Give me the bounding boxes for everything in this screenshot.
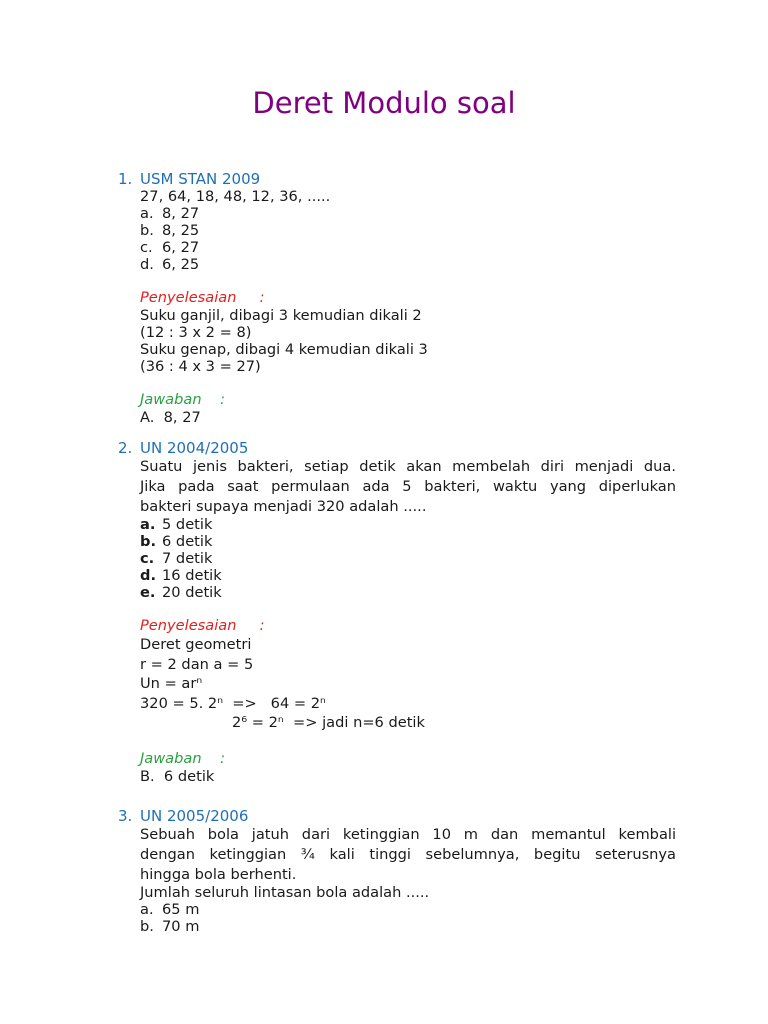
question-2 [118, 440, 676, 785]
question-stem-line: Jumlah seluruh lintasan bola adalah ..... [140, 884, 430, 901]
solution-line: 2⁶ = 2ⁿ => jadi n=6 detik [232, 714, 425, 731]
question-stem-line: dengan ketinggian ¾ kali tinggi sebelumnya, begitu seterusnya [140, 846, 676, 863]
solution-line: Suku ganjil, dibagi 3 kemudian dikali 2 [140, 307, 422, 324]
question-3-header [118, 808, 676, 825]
question-1-header [118, 171, 676, 188]
solution-line: r = 2 dan a = 5 [140, 655, 254, 673]
option-b: b. 6 detik [140, 533, 213, 550]
question-stem: 27, 64, 18, 48, 12, 36, ..... [140, 188, 331, 205]
answer-label: Jawaban : [140, 391, 226, 408]
question-number: 1. [118, 170, 133, 188]
question-stem-line: bakteri supaya menjadi 320 adalah ..... [140, 498, 427, 515]
solution-line: 320 = 5. 2ⁿ => 64 = 2ⁿ [140, 694, 326, 712]
answer-label: Jawaban : [140, 749, 226, 767]
question-3 [118, 808, 676, 935]
question-stem-line: hingga bola berhenti. [140, 866, 297, 883]
option-e: e. 20 detik [140, 584, 222, 601]
question-stem-line: Jika pada saat permulaan ada 5 bakteri, waktu yang diperlukan [140, 478, 676, 495]
question-number: 3. [118, 807, 133, 825]
solution-line: Un = arⁿ [140, 675, 203, 692]
solution-line: Deret geometri [140, 636, 252, 653]
question-source: UN 2004/2005 [140, 439, 249, 457]
question-source: USM STAN 2009 [140, 170, 261, 188]
solution-label: Penyelesaian : [140, 289, 265, 306]
option-c: c. 7 detik [140, 550, 213, 567]
solution-line: (36 : 4 x 3 = 27) [140, 358, 261, 375]
option-a: a. 8, 27 [140, 205, 200, 222]
solution-line: (12 : 3 x 2 = 8) [140, 324, 252, 341]
answer-value: A. 8, 27 [140, 409, 201, 426]
option-d: d. 6, 25 [140, 256, 200, 273]
question-2-header [118, 440, 676, 457]
question-stem-line: Sebuah bola jatuh dari ketinggian 10 m dan memantul kembali [140, 826, 676, 843]
option-a: a. 5 detik [140, 516, 213, 533]
solution-label: Penyelesaian : [140, 617, 265, 634]
option-d: d. 16 detik [140, 567, 222, 584]
question-1 [118, 171, 676, 426]
answer-value: B. 6 detik [140, 767, 215, 785]
option-a: a. 65 m [140, 901, 200, 918]
solution-line: Suku genap, dibagi 4 kemudian dikali 3 [140, 341, 428, 358]
question-stem-line: Suatu jenis bakteri, setiap detik akan membelah diri menjadi dua. [140, 458, 676, 475]
option-b: b. 70 m [140, 918, 200, 935]
option-c: c. 6, 27 [140, 239, 200, 256]
question-number: 2. [118, 439, 133, 457]
question-source: UN 2005/2006 [140, 807, 249, 825]
option-b: b. 8, 25 [140, 222, 200, 239]
page-title: Deret Modulo soal [252, 86, 516, 120]
